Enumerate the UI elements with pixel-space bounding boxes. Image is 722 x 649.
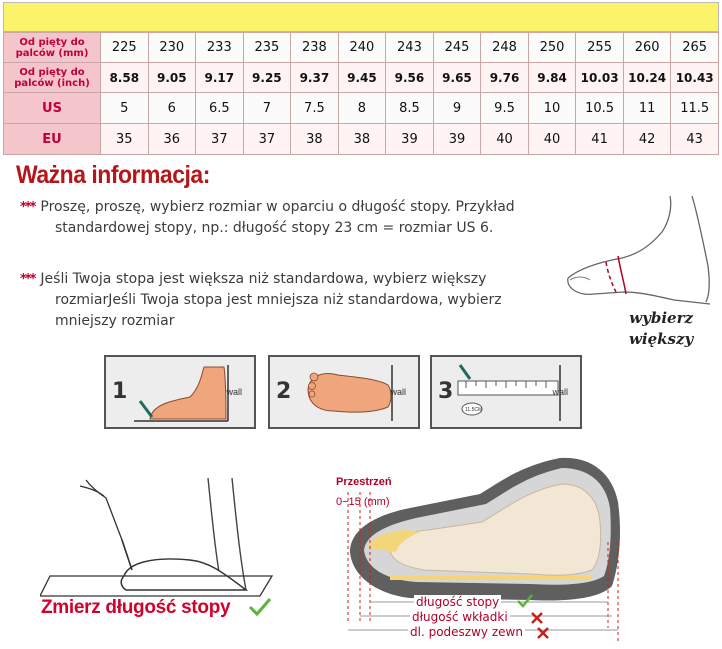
size-cell: 265 [671, 33, 719, 63]
step-3-panel [430, 355, 582, 429]
size-cell: 43 [671, 124, 719, 155]
size-chart-table [3, 32, 719, 155]
size-cell: 9.37 [291, 63, 339, 93]
size-cell: 39 [386, 124, 434, 155]
legend-outsole-length: dl. podeszwy zewn [410, 625, 523, 639]
check-icon [517, 594, 533, 608]
size-cell: 9.45 [338, 63, 386, 93]
size-cell: 230 [148, 33, 196, 63]
info-title: Ważna informacja: [16, 160, 210, 189]
size-cell: 36 [148, 124, 196, 155]
size-cell: 9.17 [196, 63, 244, 93]
note1-line1: Proszę, proszę, wybierz rozmiar w oparciu o długość stopy. Przykład [40, 199, 515, 215]
wall-label: wall [390, 387, 406, 397]
size-cell: 37 [196, 124, 244, 155]
size-cell: 7.5 [291, 93, 339, 124]
size-row [4, 124, 719, 155]
size-cell: 245 [433, 33, 481, 63]
note2-line1: Jeśli Twoja stopa jest większa niż standardowa, wybierz większy [40, 271, 487, 287]
size-cell: 9.84 [528, 63, 576, 93]
size-cell: 40 [528, 124, 576, 155]
wall-label: wall [226, 387, 242, 397]
stars-icon: *** [20, 200, 35, 215]
note-foot-length [20, 197, 555, 239]
size-cell: 9.56 [386, 63, 434, 93]
size-cell: 11 [623, 93, 671, 124]
size-cell: 10.24 [623, 63, 671, 93]
step-number: 1 [112, 379, 128, 404]
size-cell: 5 [101, 93, 149, 124]
row-header: US [4, 93, 101, 124]
size-cell: 8.58 [101, 63, 149, 93]
cross-icon [536, 626, 550, 640]
size-cell: 260 [623, 33, 671, 63]
legend-insole-length: długość wkładki [412, 610, 508, 624]
size-cell: 10.43 [671, 63, 719, 93]
size-row [4, 93, 719, 124]
step-number: 3 [438, 379, 454, 404]
foot-sketch-illustration [560, 196, 720, 311]
table-top-strip [3, 2, 719, 32]
size-cell: 8 [338, 93, 386, 124]
size-cell: 10.03 [576, 63, 624, 93]
size-cell: 240 [338, 33, 386, 63]
note2-line3: mniejszy rozmiar [55, 313, 175, 329]
size-cell: 7 [243, 93, 291, 124]
size-cell: 9.76 [481, 63, 529, 93]
size-cell: 9.05 [148, 63, 196, 93]
step-1-panel [104, 355, 256, 429]
size-cell: 238 [291, 33, 339, 63]
size-cell: 41 [576, 124, 624, 155]
legend-foot-length: długość stopy [416, 595, 500, 609]
ruler-label: 11.5CM [465, 407, 483, 413]
size-cell: 9.5 [481, 93, 529, 124]
size-cell: 40 [481, 124, 529, 155]
note2-line2: rozmiarJeśli Twoja stopa jest mniejsza niż standardowa, wybierz [55, 292, 502, 308]
caption-line1: wybierz [629, 309, 693, 327]
size-cell: 10 [528, 93, 576, 124]
measuring-steps [104, 355, 588, 429]
measure-foot-sketch [40, 478, 290, 598]
size-cell: 233 [196, 33, 244, 63]
size-cell: 11.5 [671, 93, 719, 124]
size-cell: 38 [338, 124, 386, 155]
size-row [4, 33, 719, 63]
size-cell: 38 [291, 124, 339, 155]
note1-line2: standardowej stopy, np.: długość stopy 23 cm = rozmiar US 6. [55, 220, 494, 236]
measure-caption: Zmierz długość stopy [41, 597, 231, 618]
size-cell: 8.5 [386, 93, 434, 124]
size-cell: 9.65 [433, 63, 481, 93]
stars-icon: *** [20, 272, 35, 287]
size-row [4, 63, 719, 93]
wall-label: wall [552, 387, 568, 397]
space-range: 0−15 (mm) [336, 496, 390, 508]
row-header: Od pięty do palców (mm) [4, 33, 101, 63]
size-cell: 37 [243, 124, 291, 155]
caption-line2: większy [629, 330, 694, 348]
note-larger-smaller [20, 269, 555, 332]
size-cell: 42 [623, 124, 671, 155]
size-cell: 243 [386, 33, 434, 63]
step-2-panel [268, 355, 420, 429]
size-cell: 6 [148, 93, 196, 124]
size-cell: 35 [101, 124, 149, 155]
size-cell: 250 [528, 33, 576, 63]
row-header: EU [4, 124, 101, 155]
cross-icon [530, 611, 544, 625]
size-cell: 9.25 [243, 63, 291, 93]
step-number: 2 [276, 379, 292, 404]
size-cell: 6.5 [196, 93, 244, 124]
check-icon [248, 597, 272, 617]
size-cell: 225 [101, 33, 149, 63]
size-cell: 255 [576, 33, 624, 63]
size-cell: 9 [433, 93, 481, 124]
choose-larger-caption [629, 308, 693, 350]
space-label: Przestrzeń [336, 476, 392, 488]
size-cell: 248 [481, 33, 529, 63]
row-header: Od pięty do palców (inch) [4, 63, 101, 93]
size-cell: 39 [433, 124, 481, 155]
size-cell: 10.5 [576, 93, 624, 124]
size-cell: 235 [243, 33, 291, 63]
